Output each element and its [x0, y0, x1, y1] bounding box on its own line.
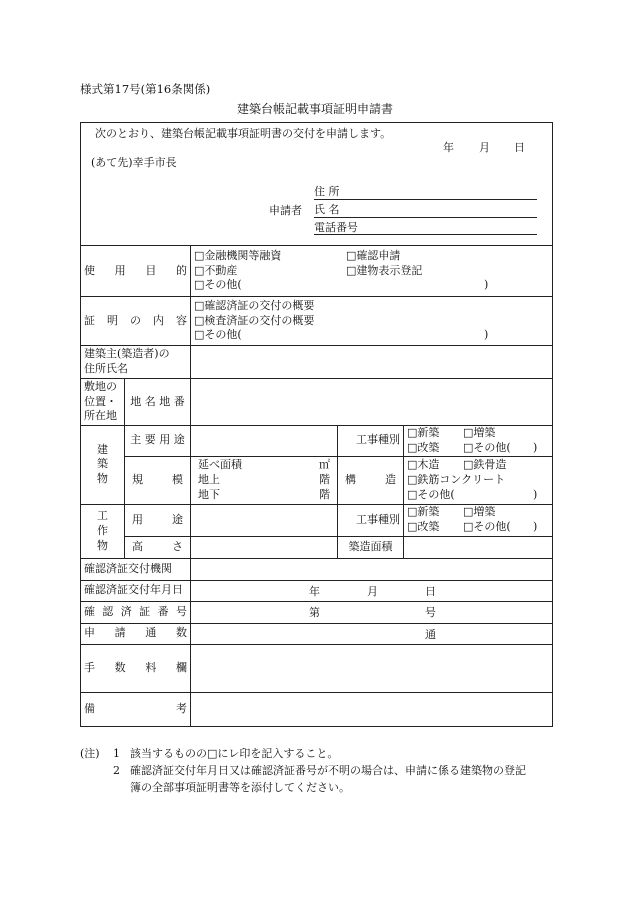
floor-area-label: 延べ面積: [198, 457, 242, 471]
building-label: [81, 426, 125, 505]
owner-label: [81, 346, 191, 379]
purpose-opt-realestate[interactable]: □不動産: [194, 263, 238, 277]
cert-number-suffix: 号: [425, 605, 436, 619]
building-work-rebuild[interactable]: □改築: [407, 440, 440, 454]
contents-label: 証 明 の 内 容: [84, 313, 187, 327]
purpose-opt-registration[interactable]: □建物表示登記: [346, 263, 423, 277]
above-ground-label: 地上: [198, 472, 220, 486]
contents-opt-inspection[interactable]: □検査済証の交付の概要: [194, 313, 315, 327]
building-work-close: ): [533, 440, 538, 454]
copies-label: 申 請 通 数: [84, 626, 187, 640]
remarks-label-cell: [81, 692, 191, 726]
address-label: 住 所: [314, 185, 340, 198]
building-work-extension[interactable]: □増築: [463, 426, 496, 439]
site-label: [81, 379, 125, 426]
owner-label-line2: 住所氏名: [84, 362, 128, 375]
site-label-1: 敷地の: [84, 379, 117, 393]
application-form: [80, 122, 553, 727]
height-field[interactable]: [191, 536, 338, 558]
date-month: 月: [479, 141, 490, 154]
building-work-type-label: 工事種別: [338, 426, 404, 457]
purpose-opt-other[interactable]: □その他(: [194, 278, 242, 292]
note-1-number: 1: [113, 747, 120, 760]
phone-field[interactable]: [314, 234, 537, 235]
cert-number-prefix: 第: [309, 605, 320, 619]
structure-label: 構 造: [345, 472, 396, 486]
sw-work-new[interactable]: □新築: [407, 505, 440, 519]
notes: [80, 745, 526, 796]
remarks-field[interactable]: [191, 692, 553, 726]
scale-label: 規 模: [132, 472, 183, 486]
area-label: 築造面積: [338, 536, 404, 558]
copies-label-cell: [81, 623, 191, 644]
contents-label-cell: [81, 297, 191, 346]
sw-use-label: 用 途: [132, 512, 183, 526]
struct-wood[interactable]: □木造: [407, 457, 440, 471]
structure-label-cell: [338, 456, 404, 504]
structure-work-label-1: 工: [97, 508, 108, 522]
issue-date-month: 月: [367, 584, 378, 598]
name-field[interactable]: [314, 217, 537, 218]
sw-work-type-label: 工事種別: [338, 504, 404, 536]
fee-label-cell: [81, 644, 191, 692]
sw-work-rebuild[interactable]: □改築: [407, 520, 440, 534]
purpose-label-cell: [81, 246, 191, 297]
below-ground-label: 地下: [198, 487, 220, 501]
building-work-other[interactable]: □その他(: [463, 440, 511, 454]
structure-work-label-2: 作: [97, 523, 108, 537]
copies-unit: 通: [425, 627, 436, 641]
site-field[interactable]: [191, 379, 553, 426]
form-number: 様式第17号(第16条関係): [80, 82, 211, 96]
issue-date-year: 年: [309, 584, 320, 598]
fee-label: 手 数 料 欄: [84, 660, 187, 674]
structure-work-label: [81, 504, 125, 558]
sw-use-label-cell: [125, 504, 191, 536]
cert-number-field[interactable]: [191, 601, 553, 623]
issue-date-label: 確認済証交付年月日: [81, 580, 191, 601]
issuer-field[interactable]: [191, 558, 553, 580]
building-work-new[interactable]: □新築: [407, 426, 440, 439]
purpose-options: [191, 246, 553, 297]
purpose-opt-close: ): [484, 278, 489, 292]
sw-work-close: ): [533, 520, 538, 534]
contents-opt-other[interactable]: □その他(: [194, 328, 242, 342]
issuer-label: 確認済証交付機関: [81, 558, 191, 580]
building-label-1: 建: [97, 442, 108, 456]
struct-rc[interactable]: □鉄筋コンクリート: [407, 472, 506, 486]
structure-options: [404, 456, 553, 504]
cert-number-label: 確 認 済 証 番 号: [84, 604, 187, 618]
fee-field[interactable]: [191, 644, 553, 692]
sw-work-other[interactable]: □その他(: [463, 520, 511, 534]
struct-close: ): [533, 487, 538, 501]
remarks-label: 備 考: [84, 701, 187, 715]
date-year: 年: [443, 141, 454, 154]
owner-field[interactable]: [191, 346, 553, 379]
scale-fields: [191, 456, 338, 504]
area-field[interactable]: [404, 536, 553, 558]
purpose-opt-finance[interactable]: □金融機関等融資: [194, 248, 282, 262]
intro-text: 次のとおり、建築台帳記載事項証明書の交付を申請します。: [95, 127, 392, 140]
addressee: (あて先)幸手市長: [91, 156, 177, 169]
name-label: 氏 名: [314, 203, 340, 216]
building-use-label: 主 要 用 途: [125, 426, 191, 457]
sw-work-type-options: [404, 504, 553, 536]
struct-steel[interactable]: □鉄骨造: [463, 457, 507, 471]
note-1-text: 該当するものの□にレ印を記入すること。: [130, 747, 339, 760]
building-work-type-options: [404, 426, 553, 457]
copies-field[interactable]: [191, 623, 553, 644]
cert-number-label-cell: [81, 601, 191, 623]
building-label-3: 物: [97, 472, 108, 486]
note-2-text-2: 簿の全部事項証明書等を添付してください。: [130, 781, 350, 795]
phone-label: 電話番号: [314, 221, 358, 234]
issue-date-field[interactable]: [191, 580, 553, 601]
note-2-text-1: 確認済証交付年月日又は確認済証番号が不明の場合は、申請に係る建築物の登記: [130, 764, 526, 778]
purpose-opt-confirmation[interactable]: □確認申請: [346, 248, 401, 262]
sw-work-extension[interactable]: □増築: [463, 505, 496, 519]
notes-head: (注): [80, 747, 100, 760]
note-2-number: 2: [113, 764, 120, 778]
issue-date-day: 日: [425, 584, 436, 598]
contents-options: [191, 297, 553, 346]
address-field[interactable]: [314, 199, 537, 200]
height-label: 高 さ: [132, 539, 183, 553]
below-floor-unit: 階: [319, 487, 330, 501]
contents-opt-close: ): [484, 328, 489, 342]
structure-work-label-3: 物: [97, 538, 108, 552]
owner-label-line1: 建築主(築造者)の: [84, 347, 170, 361]
floor-area-unit: ㎡: [319, 457, 330, 471]
date-day: 日: [514, 141, 525, 154]
contents-opt-confirmation[interactable]: □確認済証の交付の概要: [194, 298, 315, 312]
building-use-field[interactable]: [191, 426, 338, 457]
scale-label-cell: [125, 456, 191, 504]
applicant-label: 申請者: [269, 204, 302, 217]
header-block: [81, 123, 553, 246]
form-title: 建築台帳記載事項証明申請書: [236, 102, 393, 116]
sw-use-field[interactable]: [191, 504, 338, 536]
lot-label: 地 名 地 番: [125, 379, 191, 426]
building-label-2: 築: [97, 457, 108, 471]
above-floor-unit: 階: [319, 472, 330, 486]
struct-other[interactable]: □その他(: [407, 487, 455, 501]
site-label-3: 所在地: [84, 409, 117, 423]
height-label-cell: [125, 536, 191, 558]
purpose-label: 使 用 目 的: [84, 263, 187, 277]
site-label-2: 位置・: [84, 394, 117, 408]
